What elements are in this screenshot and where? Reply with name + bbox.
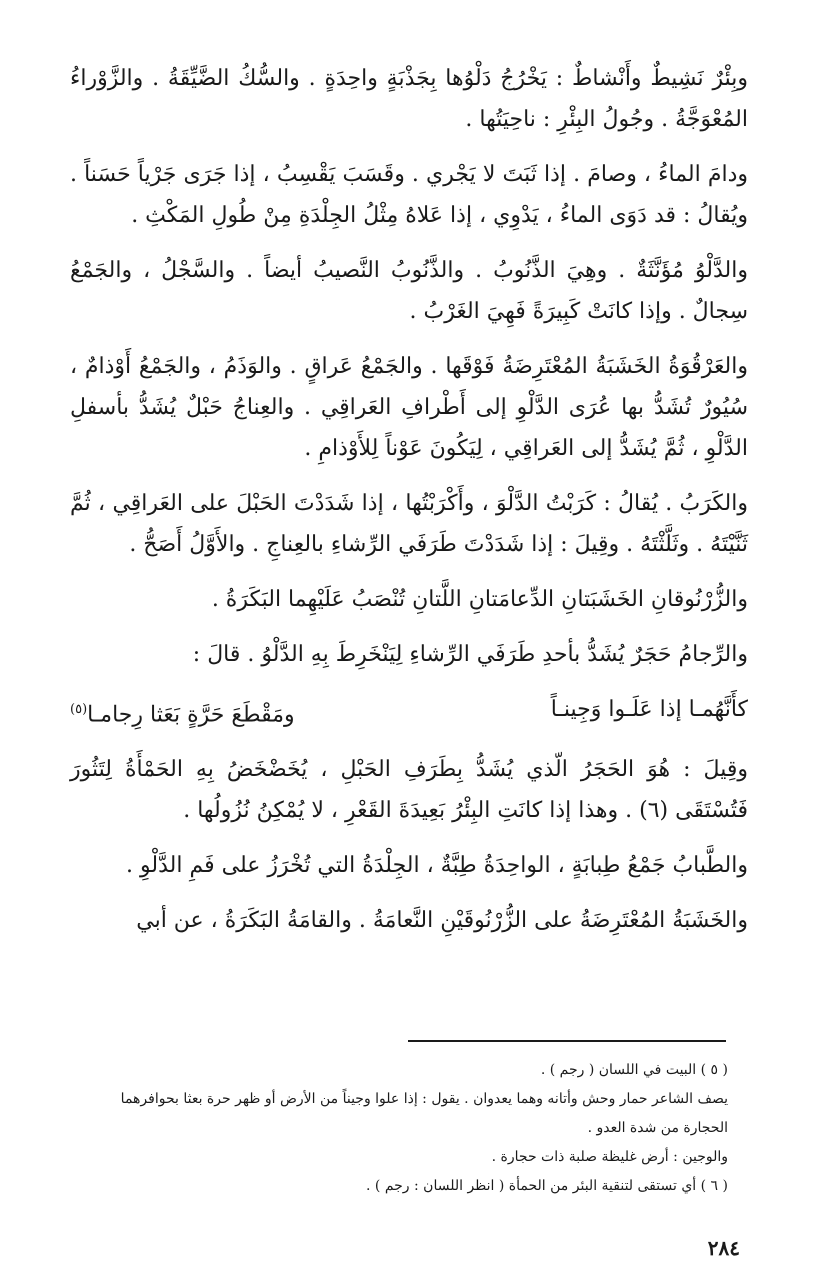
paragraph: والخَشَبَةُ المُعْتَرِضَةُ على الزُّرْنُوقَيْنِ النَّعامَةُ . والقامَةُ البَكَرَةُ ، عن أبي <box>136 908 748 934</box>
footnote: والوجين : أرض غليظة صلبة ذات حجارة . <box>491 1149 728 1165</box>
main-text <box>70 58 748 955</box>
paragraph: وقِيلَ : هُوَ الحَجَرُ الّذي يُشَدُّ بِطَرَفِ الحَبْلِ ، يُخَضْخَضُ بِهِ الحَمْأَةُ لِتَثُورَ فَتُسْتَقَى (٦) . وهذا إذا كانَتِ البِئْرُ بَعِيدَةَ القَعْرِ ، لا يُمْكِنُ نُزُولُها . <box>70 757 748 824</box>
paragraph: والرِّجامُ حَجَرٌ يُشَدُّ بأحدِ طَرَفَي الرِّشاءِ لِيَنْخَرِطَ بِهِ الدَّلْوُ . قالَ : <box>192 642 748 667</box>
paragraph: وبِئْرٌ نَشِيطٌ وأَنْشاطٌ : يَخْرُجُ دَلْوُها بِجَذْبَةٍ واحِدَةٍ . والسُّكُ الضَّيِّقَةُ . والزَّوْراءُ المُعْوَجَّةُ . وجُولُ البِئْرِ : ناحِيَتُها . <box>70 66 748 132</box>
page-number: ٢٨٤ <box>707 1236 740 1260</box>
paragraph: والدَّلْوُ مُؤَنَّثَةٌ . وهِيَ الذَّنُوبُ . والذَّنُوبُ النَّصيبُ أيضاً . والسَّجْلُ ، والجَمْعُ سِجالٌ . وإذا كانَتْ كَبِيرَةً فَهِيَ الغَرْبُ . <box>70 258 748 324</box>
verse-first-hemistich: كأَنَّهُمـا إذا عَلَـوا وَجِينـاً <box>550 697 748 722</box>
paragraph: والزُّرْنُوقانِ الخَشَبَتانِ الدِّعامَتانِ اللَّتانِ تُنْصَبُ عَلَيْهِما البَكَرَةُ . <box>211 587 748 612</box>
verse-second-hemistich <box>70 689 295 735</box>
footnote: ( ٥ ) البيت في اللسان ( رجم ) . <box>540 1062 728 1078</box>
footnotes <box>78 1056 728 1201</box>
paragraph: والعَرْقُوَةُ الخَشَبَةُ المُعْتَرِضَةُ فَوْقَها . والجَمْعُ عَراقٍ . والوَذَمُ ، والجَمْعُ أَوْذامٌ ، سُيُورٌ تُشَدُّ بها عُرَى الدَّلْوِ إلى أَطْرافِ العَراقِي . والعِناجُ حَبْلٌ يُشَدُّ بأسفلِ الدَّلْوِ ، ثُمَّ يُشَدُّ إلى العَراقِي ، لِيَكُونَ عَوْناً لِلأَوْذامِ . <box>70 354 748 461</box>
footnote-marker: (٥) <box>70 702 88 717</box>
footnote: ( ٦ ) أي تستقى لتنقية البئر من الحمأة ( انظر اللسان : رجم ) . <box>366 1178 728 1194</box>
verse-second-text: ومَقْطَعَ حَرَّةٍ بَعَثا رِجامـا <box>87 702 295 728</box>
footnote-separator <box>408 1040 726 1042</box>
paragraph: ودامَ الماءُ ، وصامَ . إذا ثَبَتَ لا يَجْري . وقَسَبَ يَقْسِبُ ، إذا جَرَى جَرْياً حَسَناً . ويُقالُ : قد دَوَى الماءُ ، يَدْوِي ، إذا عَلاهُ مِثْلُ الجِلْدَةِ مِنْ طُولِ المَكْثِ . <box>70 162 748 228</box>
footnote: يصف الشاعر حمار وحش وأتانه وهما يعدوان . يقول : إذا علوا وجيناً من الأرض أو ظهر حرة بعثا بحوافرهما الحجارة من شدة العدو . <box>120 1091 728 1136</box>
paragraph: والطَّبابُ جَمْعُ طِبابَةٍ ، الواحِدَةُ طِبَّةٌ ، الجِلْدَةُ التي تُخْرَزُ على فَمِ الدَّلْوِ . <box>126 853 748 879</box>
poetry-verse <box>70 689 748 735</box>
paragraph: والكَرَبُ . يُقالُ : كَرَبْتُ الدَّلْوَ ، وأَكْرَبْتُها ، إذا شَدَدْتَ الحَبْلَ على العَراقِي ، ثُمَّ ثَنَّيْتَهُ . وثَلَّثْتَهُ . وقِيلَ : إذا شَدَدْتَ طَرَفَي الرِّشاءِ بالعِناجِ . والأَوَّلُ أَصَحُّ . <box>70 491 749 557</box>
